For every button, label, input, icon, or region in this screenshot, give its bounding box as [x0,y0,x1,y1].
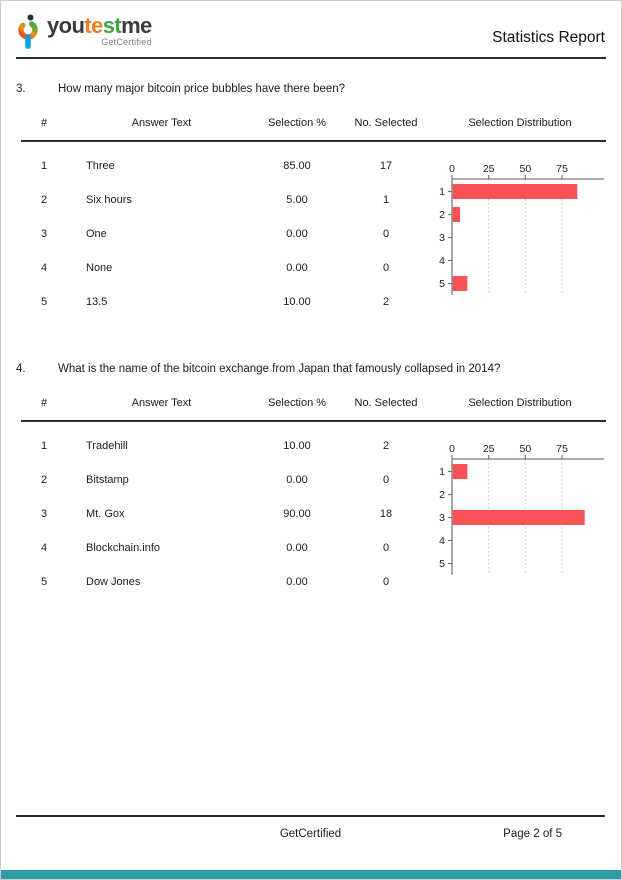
svg-text:25: 25 [482,442,495,455]
question-number: 4. [16,362,26,375]
selection-pct-cell: 85.00 [283,159,311,172]
answer-number-cell: 2 [40,473,48,486]
question-section [16,363,606,599]
distribution-bar [453,510,585,525]
distribution-bar [453,464,468,479]
chart-cell [434,141,606,319]
answer-number-cell: 4 [40,541,48,554]
footer-brand: GetCertified [279,828,342,840]
selection-distribution-chart [434,163,606,297]
num-selected-cell: 1 [382,193,390,206]
column-header-selection-distribution: Selection Distribution [434,117,606,141]
svg-text:2: 2 [439,488,445,501]
selection-pct-cell: 10.00 [283,439,311,452]
table-row [21,141,606,183]
answer-text-cell: Bitstamp [86,473,129,486]
svg-text:25: 25 [482,162,495,175]
answer-number-cell: 2 [40,193,48,206]
table-header-row [21,117,606,141]
svg-text:3: 3 [439,231,445,244]
svg-text:4: 4 [439,534,445,547]
answer-text-cell: Blockchain.info [86,541,160,554]
selection-pct-cell: 0.00 [286,473,308,486]
selection-pct-cell: 90.00 [283,507,311,520]
svg-text:2: 2 [439,208,445,221]
answer-text-cell: Tradehill [86,439,128,452]
answer-text-cell: One [86,227,107,240]
answer-text-cell: None [86,261,113,274]
question-section [16,83,606,319]
question-text: How many major bitcoin price bubbles have there been? [58,83,346,95]
answer-text-cell: Dow Jones [86,575,141,588]
table-body [21,141,606,319]
chart-cell [434,421,606,599]
svg-text:1: 1 [439,185,445,198]
answers-table [21,397,606,599]
answer-number-cell: 1 [40,159,48,172]
question-text: What is the name of the bitcoin exchange from Japan that famously collapsed in 2014? [58,362,501,375]
answer-text-cell: Mt. Gox [86,507,125,520]
svg-text:0: 0 [449,442,455,455]
num-selected-cell: 17 [379,159,393,172]
column-header-no-selected: No. Selected [338,117,434,141]
answer-text-cell: Three [86,159,115,172]
num-selected-cell: 0 [382,261,390,274]
answer-number-cell: 4 [40,261,48,274]
questions-area [1,83,621,599]
column-header-no-selected: No. Selected [338,397,434,421]
svg-text:75: 75 [556,442,568,455]
num-selected-cell: 0 [382,227,390,240]
svg-text:0: 0 [449,162,455,175]
question-number: 3. [16,83,26,95]
svg-text:5: 5 [439,277,445,290]
table-body [21,421,606,599]
num-selected-cell: 0 [382,575,390,588]
distribution-bar [453,207,460,222]
logo-subtitle: GetCertified [101,37,152,48]
svg-text:4: 4 [439,254,445,267]
answer-number-cell: 3 [40,227,48,240]
answer-text-cell: Six hours [86,193,132,206]
column-header-selection-distribution: Selection Distribution [434,397,606,421]
bottom-accent-bar [1,870,621,879]
num-selected-cell: 0 [382,541,390,554]
answer-number-cell: 5 [40,575,48,588]
selection-pct-cell: 0.00 [286,227,308,240]
selection-pct-cell: 10.00 [283,295,311,308]
youtestme-logo [16,14,152,50]
svg-text:1: 1 [439,465,445,478]
report-title: Statistics Report [492,29,605,46]
question-line [16,363,606,377]
logo-word-part: me [121,13,152,38]
table-row [21,421,606,463]
distribution-bar [453,184,578,199]
table-header-row [21,397,606,421]
num-selected-cell: 2 [382,439,390,452]
selection-pct-cell: 0.00 [286,261,308,274]
num-selected-cell: 0 [382,473,390,486]
column-header-selection-pct: Selection % [256,397,338,421]
logo-word-part: you [47,13,85,38]
selection-pct-cell: 5.00 [286,193,308,206]
page-footer [16,815,605,841]
column-header-answer-text: Answer Text [67,117,256,141]
answer-number-cell: 1 [40,439,48,452]
column-header-num: # [21,397,67,421]
column-header-selection-pct: Selection % [256,117,338,141]
svg-text:75: 75 [556,162,568,175]
num-selected-cell: 2 [382,295,390,308]
distribution-bar [453,276,468,291]
svg-text:50: 50 [519,442,532,455]
svg-text:50: 50 [519,162,532,175]
page-header [16,1,606,59]
answer-number-cell: 3 [40,507,48,520]
answer-text-cell: 13.5 [86,295,108,308]
question-line [16,83,606,97]
youtestme-logo-icon [16,14,42,50]
answer-number-cell: 5 [40,295,48,308]
selection-pct-cell: 0.00 [286,575,308,588]
logo-wordmark [47,14,152,37]
page-number: Page 2 of 5 [503,828,562,840]
logo-word-part: st [102,13,122,38]
column-header-num: # [21,117,67,141]
selection-pct-cell: 0.00 [286,541,308,554]
svg-text:3: 3 [439,511,445,524]
logo-text-block [47,14,152,47]
logo-word-part: te [84,13,103,38]
num-selected-cell: 18 [379,507,393,520]
selection-distribution-chart [434,443,606,577]
svg-text:5: 5 [439,557,445,570]
answers-table [21,117,606,319]
column-header-answer-text: Answer Text [67,397,256,421]
